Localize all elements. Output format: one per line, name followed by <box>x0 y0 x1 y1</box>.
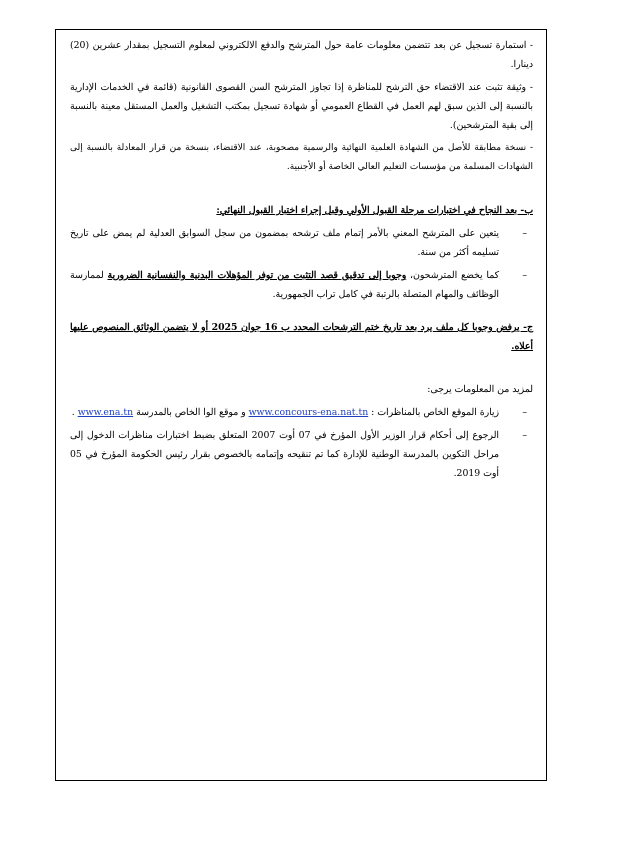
dash-marker: – <box>522 430 527 441</box>
section-b-item-criminal-record <box>70 224 533 262</box>
section-b-heading: ب- بعد النجاح في اختبارات مرحلة القبول الأولي وقبل إجراء اختبار القبول النهائي: <box>216 205 533 216</box>
criminal-record-text: يتعين على المترشح المعني بالأمر إتمام ملف ترشحه بمضمون من سجل السوابق العدلية لم يمض على تاريخ تسليمه أكثر من سنة. <box>70 228 499 258</box>
section-c-rejection-notice: ج- يرفض وجوبا كل ملف يرد بعد تاريخ ختم الترشحات المحدد ب 16 جوان 2025 أو لا يتضمن الوثائق المنصوص عليها أعلاه. <box>70 322 533 352</box>
dash-marker: – <box>522 228 527 239</box>
dash-marker: – <box>522 270 527 281</box>
websites-text-start: زيارة الموقع الخاص بالمناظرات : <box>368 407 499 418</box>
requirement-age-exemption: - وثيقة تثبت عند الاقتضاء حق الترشح للمناظرة إذا تجاوز المترشح السن القصوى القانونية (قائمة في الخدمات الإدارية بالنسبة إلى الذين سبق لهم العمل في القطاع العمومي أو شهادة تسجيل بمكتب التشغيل والعمل المستقل معينة بالنسبة إلى بقية المترشحين). <box>70 82 533 131</box>
more-info-intro: لمزيد من المعلومات يرجى: <box>427 384 533 395</box>
dash-marker: – <box>522 407 527 418</box>
ena-site-link[interactable]: www.ena.tn <box>77 407 134 418</box>
concours-site-link[interactable]: www.concours-ena.nat.tn <box>248 407 369 418</box>
websites-text-mid: و موقع الوا الخاص بالمدرسة <box>133 407 249 418</box>
medical-check-text-start: كما يخضع المترشحون، <box>406 270 500 281</box>
websites-text-end: . <box>71 407 78 418</box>
more-info-item-decree <box>70 426 533 483</box>
more-info-item-websites <box>70 403 533 422</box>
medical-check-text-end: لممارسة الوظائف والمهام المتصلة بالرتبة في كامل تراب الجمهورية. <box>70 270 499 300</box>
requirement-certificate-copy: - نسخة مطابقة للأصل من الشهادة العلمية النهائية والرسمية مصحوبة، عند الاقتضاء، بنسخة من قرار المعادلة بالنسبة إلى الشهادات المسلمة من مؤسسات التعليم العالي الخاصة أو الأجنبية. <box>70 143 533 172</box>
medical-check-highlight: وجوبا إلى تدقيق قصد التثبت من توفر المؤهلات البدنية والنفسانية الضرورية <box>107 270 407 281</box>
section-b-item-medical-check <box>70 266 533 304</box>
document-body <box>70 36 533 483</box>
requirement-registration-form: - استمارة تسجيل عن بعد تتضمن معلومات عامة حول المترشح والدفع الالكتروني لمعلوم التسجيل بمقدار عشرين (20) دينارا. <box>70 40 533 70</box>
decree-reference-text: الرجوع إلى أحكام قرار الوزير الأول المؤرخ في 07 أوت 2007 المتعلق بضبط اختبارات مناظرات الدخول إلى مراحل التكوين بالمدرسة الوطنية للإدارة كما تم تنقيحه وإتمامه بالخصوص بقرار رئيس الحكومة المؤرخ في 05 أوت 2019. <box>70 430 499 479</box>
